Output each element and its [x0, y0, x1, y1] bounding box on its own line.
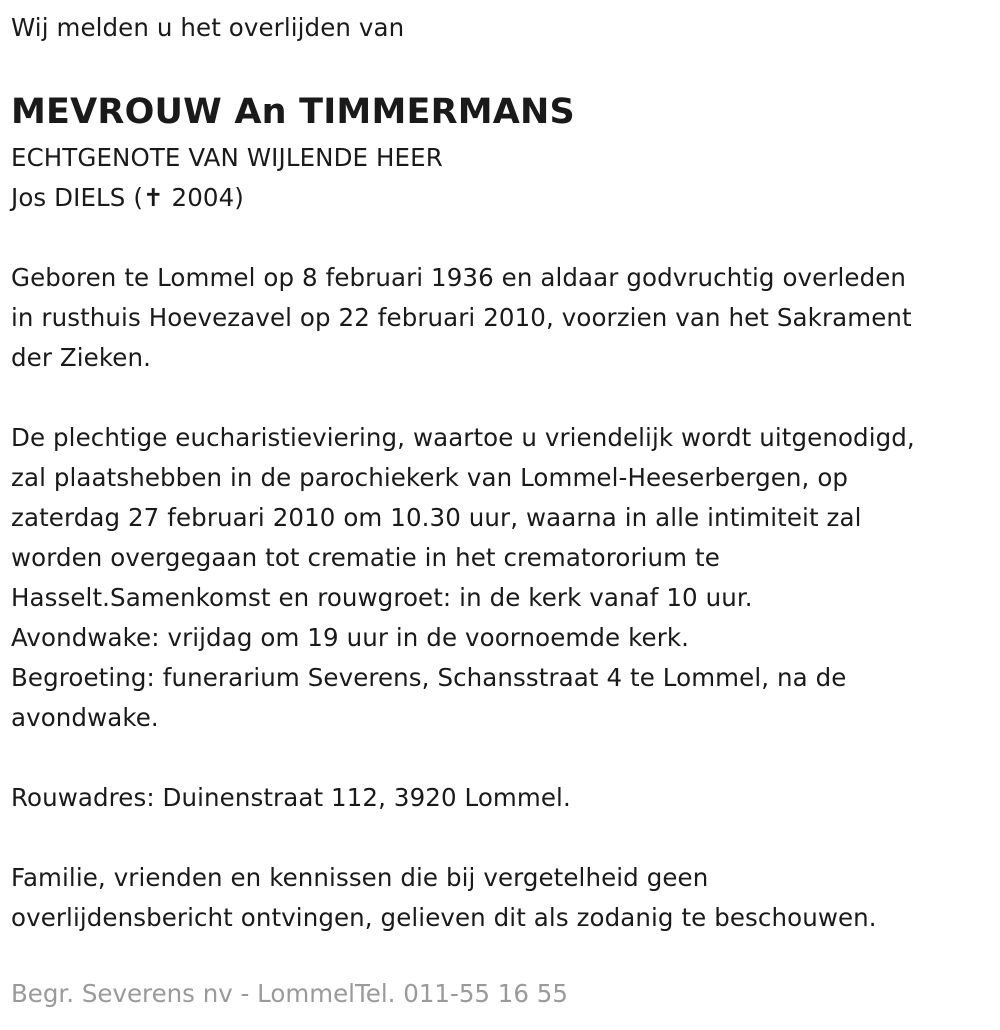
- paragraph-line: zal plaatshebben in de parochiekerk van Lommel-Heeserbergen, op: [11, 463, 849, 492]
- birth-death-paragraph: [11, 258, 1000, 378]
- ceremony-paragraph: [11, 418, 1000, 738]
- spacer: [11, 738, 1000, 778]
- paragraph-line: avondwake.: [11, 703, 159, 732]
- paragraph-line: Hasselt.Samenkomst en rouwgroet: in de kerk vanaf 10 uur.: [11, 583, 753, 612]
- relation-line-1: ECHTGENOTE VAN WIJLENDE HEER: [11, 143, 443, 172]
- spacer: [11, 378, 1000, 418]
- spacer: [11, 818, 1000, 858]
- deceased-name: MEVROUW An TIMMERMANS: [11, 92, 575, 132]
- relation-line-2: Jos DIELS (✝ 2004): [11, 183, 244, 212]
- paragraph-line: der Zieken.: [11, 343, 151, 372]
- paragraph-line: overlijdensbericht ontvingen, gelieven dit als zodanig te beschouwen.: [11, 903, 877, 932]
- paragraph-line: Geboren te Lommel op 8 februari 1936 en aldaar godvruchtig overleden: [11, 263, 907, 292]
- paragraph-line: zaterdag 27 februari 2010 om 10.30 uur, waarna in alle intimiteit zal: [11, 503, 862, 532]
- closing-paragraph: [11, 858, 1000, 938]
- paragraph-line: De plechtige eucharistieviering, waartoe u vriendelijk wordt uitgenodigd,: [11, 423, 915, 452]
- paragraph-line: Familie, vrienden en kennissen die bij vergetelheid geen: [11, 863, 709, 892]
- funeral-home-footer: Begr. Severens nv - LommelTel. 011-55 16 55: [11, 979, 568, 1008]
- spacer: [11, 218, 1000, 258]
- paragraph-line: Avondwake: vrijdag om 19 uur in de voornoemde kerk.: [11, 623, 690, 652]
- mourning-address: Rouwadres: Duinenstraat 112, 3920 Lommel.: [11, 783, 571, 812]
- intro-text: Wij melden u het overlijden van: [11, 13, 405, 42]
- paragraph-line: worden overgegaan tot crematie in het crematororium te: [11, 543, 720, 572]
- paragraph-line: Begroeting: funerarium Severens, Schansstraat 4 te Lommel, na de: [11, 663, 847, 692]
- paragraph-line: in rusthuis Hoevezavel op 22 februari 2010, voorzien van het Sakrament: [11, 303, 912, 332]
